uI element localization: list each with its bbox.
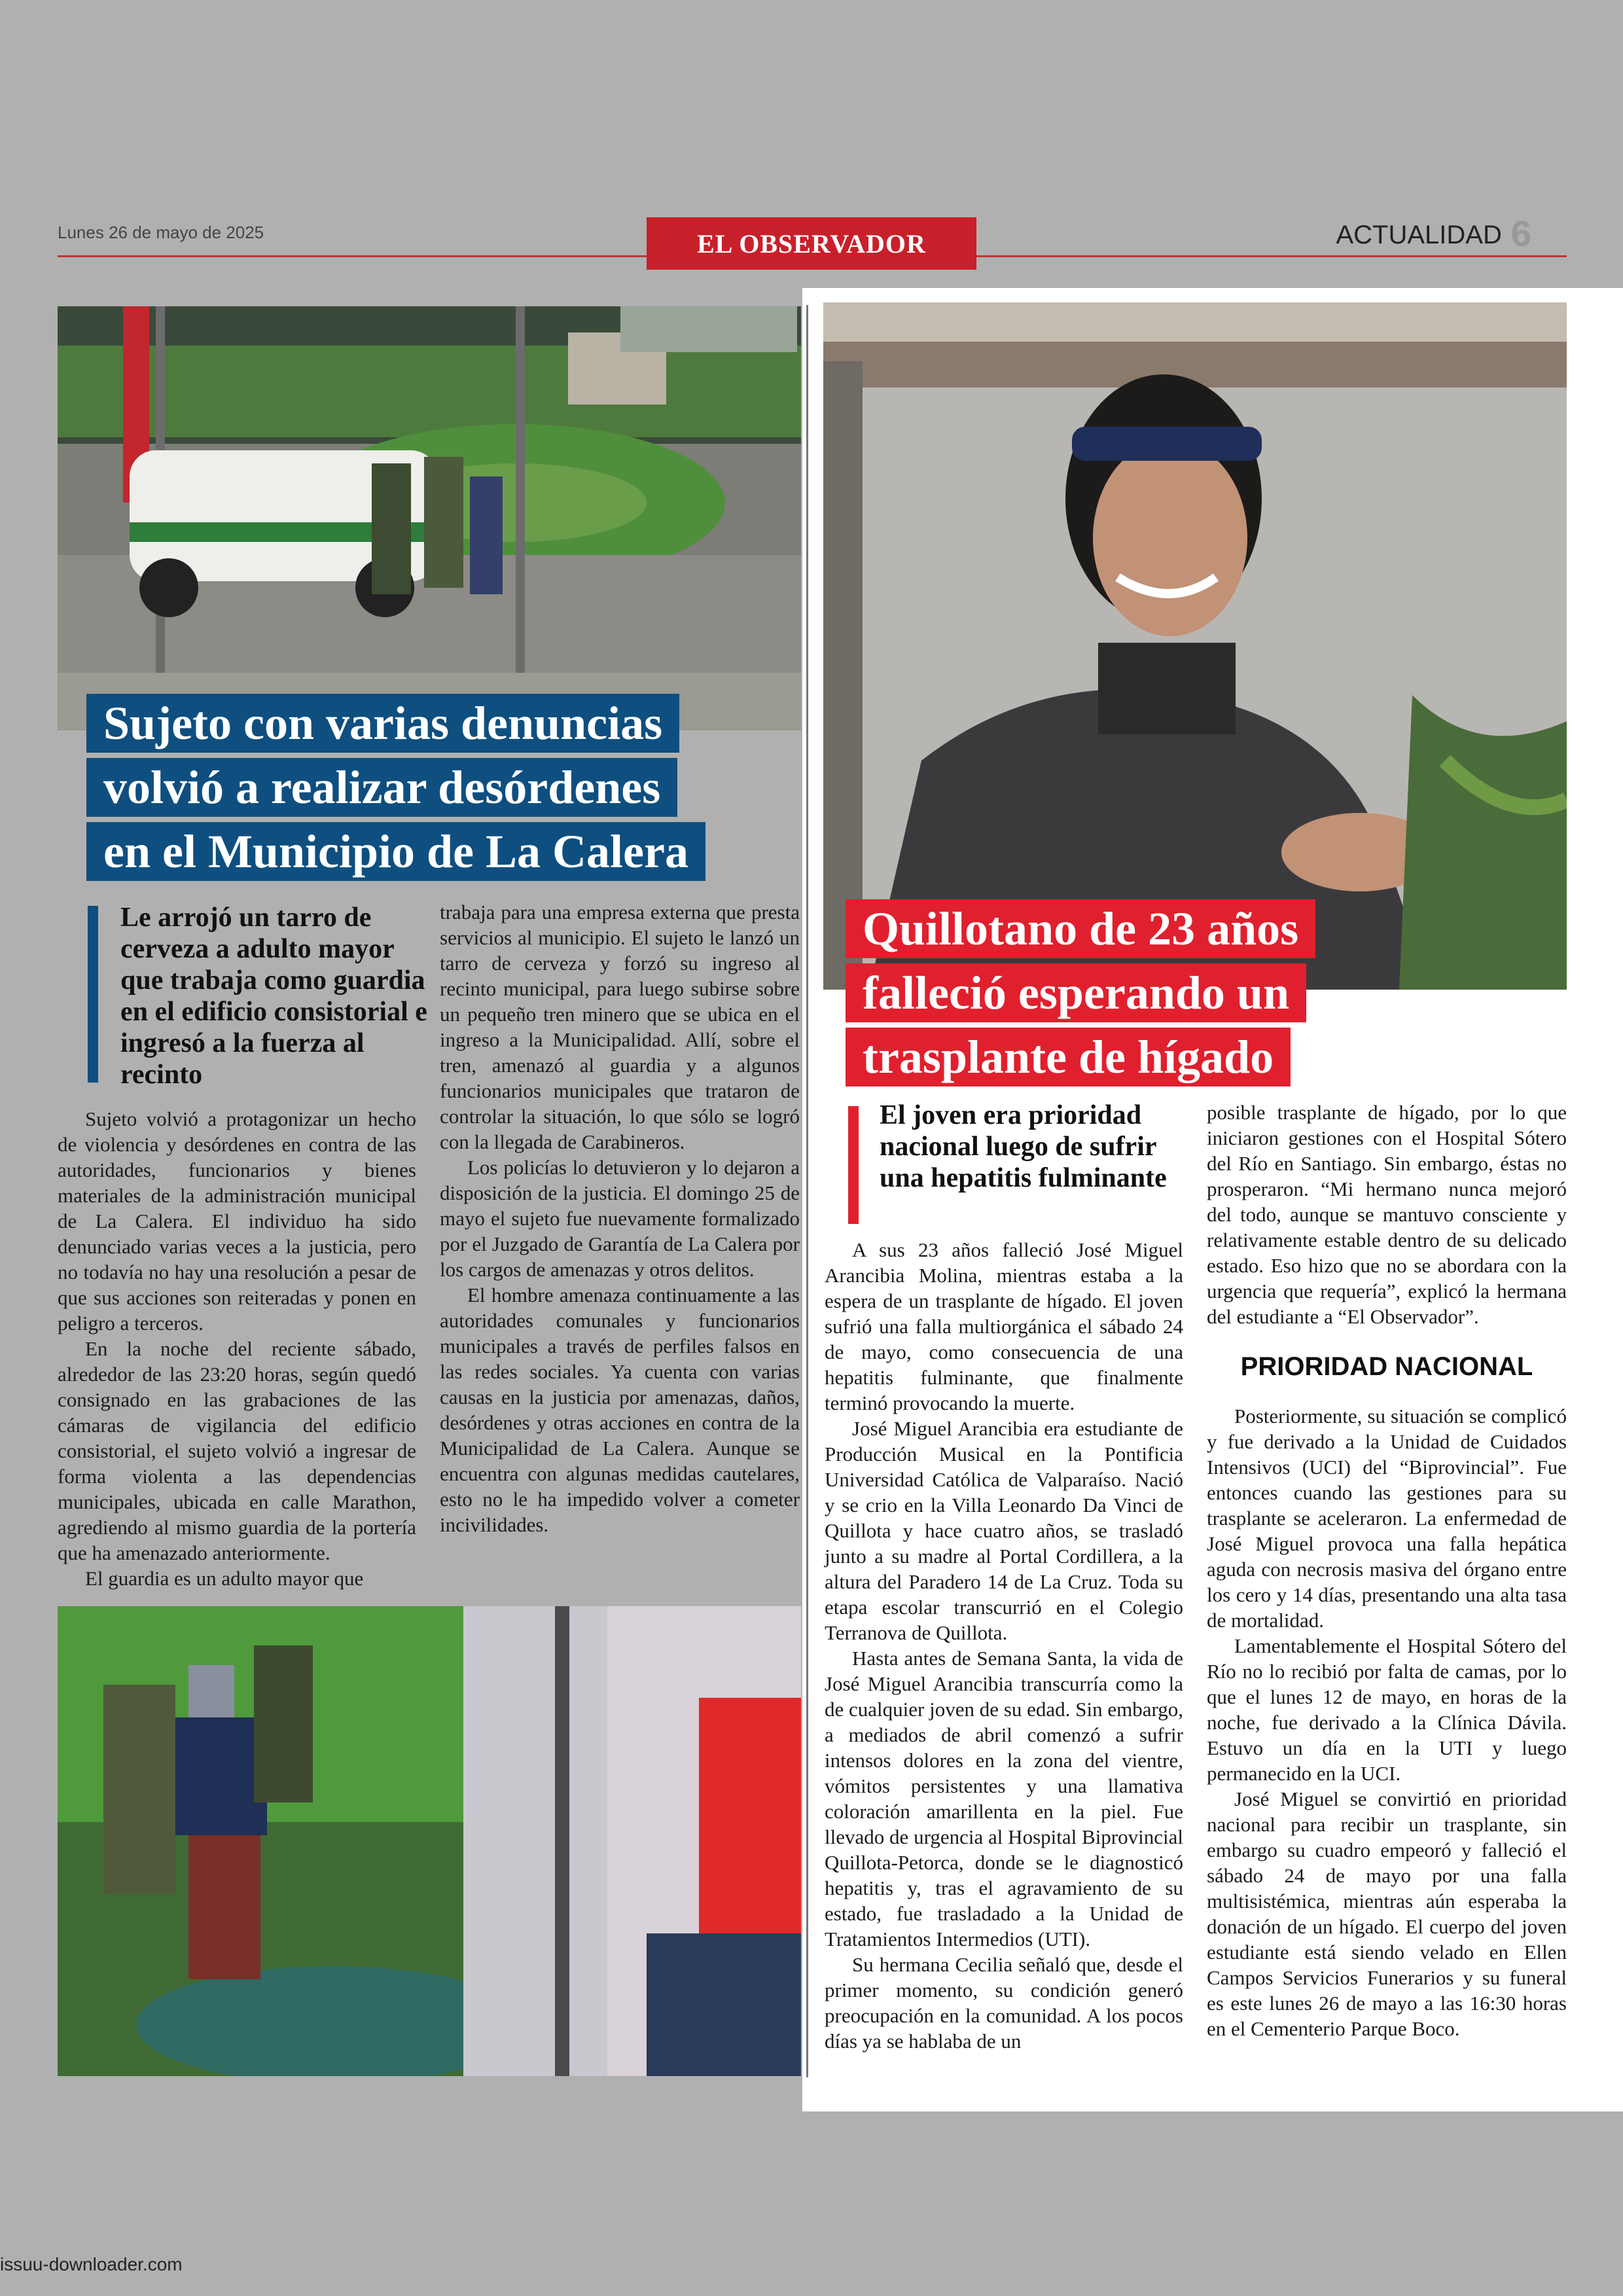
right-headline-line-2: falleció esperando un bbox=[846, 963, 1306, 1022]
right-deck-bar bbox=[848, 1106, 859, 1224]
left-deck: Le arrojó un tarro de cerveza a adulto mayor que trabaja como guardia en el edificio consistorial e ingresó a la fuerza al recinto bbox=[120, 903, 427, 1090]
cctv-photo-detention bbox=[58, 1606, 801, 2076]
right-headline-line-1: Quillotano de 23 años bbox=[846, 899, 1315, 958]
section-name: ACTUALIDAD bbox=[1336, 221, 1502, 249]
watermark: issuu-downloader.com bbox=[0, 2254, 183, 2274]
right-headline-line-3: trasplante de hígado bbox=[846, 1028, 1291, 1086]
right-article-column-2 bbox=[1207, 1100, 1567, 2041]
cctv-photo-patrol-car bbox=[58, 306, 801, 730]
left-headline-line-2: volvió a realizar desórdenes bbox=[86, 758, 677, 817]
right-deck: El joven era prioridad nacional luego de sufrir una hepatitis fulminante bbox=[880, 1100, 1167, 1193]
masthead: EL OBSERVADOR bbox=[647, 217, 976, 270]
paragraph: Posteriormente, su situación se complicó y fue derivado a la Unidad de Cuidados Intensivos (UCI) del “Biprovincial”. Fue entonces cuando las gestiones para su trasplante se aceleraron. La enfermedad de José Miguel provoca una falla hepática aguda con necrosis masiva del órgano entre los cero y 14 días, presentando una alta tasa de mortalidad. bbox=[1207, 1405, 1567, 1632]
paragraph: El guardia es un adulto mayor que bbox=[85, 1567, 364, 1590]
paragraph: Lamentablemente el Hospital Sótero del Río no lo recibió por falta de camas, por lo que el lunes 12 de mayo, en horas de la noche, fue derivado a la Clínica Dávila. Estuvo un día en la UTI y luego permanecido en la UCI. bbox=[1207, 1634, 1567, 1785]
paragraph: posible trasplante de hígado, por lo que iniciaron gestiones con el Hospital Sótero del Río en Santiago. Sin embargo, éstas no prosperaron. “Mi hermano nunca mejoró del todo, aunque se mantuvo consciente y relativamente estable dentro de su delicado estado. Eso hizo que no se abordara con la urgencia que requería”, explicó la hermana del estudiante a “El Observador”. bbox=[1207, 1101, 1567, 1328]
subheading: PRIORIDAD NACIONAL bbox=[1240, 1352, 1533, 1381]
left-article-column-2 bbox=[440, 899, 800, 1537]
issue-date: Lunes 26 de mayo de 2025 bbox=[58, 223, 264, 242]
paragraph: Sujeto volvió a protagonizar un hecho de violencia y desórdenes en contra de las autoridades, funcionarios y bienes materiales de la administración municipal de La Calera. El individuo ha sido denunciado varias veces a la justicia, pero no todavía no hay una resolución a pesar de que sus acciones son reiteradas y ponen en peligro a terceros. bbox=[58, 1107, 416, 1335]
paragraph: José Miguel Arancibia era estudiante de Producción Musical en la Pontificia Universidad Católica de Valparaíso. Nació y se crio en la Villa Leonardo Da Vinci de Quillota y hace cuatro años, se trasladó junto a su madre al Portal Cordillera, a la altura del Paradero 14 de La Cruz. Toda su etapa escolar transcurrió en el Colegio Terranova de Quillota. bbox=[825, 1417, 1183, 1644]
paragraph: Los policías lo detuvieron y lo dejaron a disposición de la justicia. El domingo 25 de mayo el sujeto fue nuevamente formalizado por el Juzgado de Garantía de La Calera por los cargos de amenazas y otros delitos. bbox=[440, 1156, 800, 1281]
column-divider bbox=[806, 305, 808, 2077]
left-article-column-1 bbox=[58, 1106, 416, 1591]
paragraph: Hasta antes de Semana Santa, la vida de José Miguel Arancibia transcurría como la de cualquier joven de su edad. Sin embargo, a mediados de abril comenzó a sufrir intensos dolores en la zona del vientre, vómitos persistentes y una llamativa coloración amarillenta en la piel. Fue llevado de urgencia al Hospital Biprovincial Quillota-Petorca, donde se le diagnosticó hepatitis y, tras el agravamiento de su estado, fue trasladado a la Unidad de Tratamientos Intermedios (UTI). bbox=[825, 1647, 1183, 1950]
left-deck-bar bbox=[88, 906, 98, 1083]
left-headline-line-3: en el Municipio de La Calera bbox=[86, 822, 705, 881]
section-label bbox=[1336, 212, 1531, 255]
paragraph: trabaja para una empresa externa que presta servicios al municipio. El sujeto le lanzó un tarro de cerveza y forzó su ingreso al recinto municipal, para luego subirse sobre un pequeño tren minero que se ubica en el ingreso a la Municipalidad. Allí, sobre el tren, amenazó al guardia y a algunos funcionarios municipales que trataron de controlar la situación, lo que sólo se logró con la llegada de Carabineros. bbox=[440, 901, 800, 1153]
paragraph: José Miguel se convirtió en prioridad nacional para recibir un trasplante, sin embargo su cuadro empeoró y falleció el sábado 24 de mayo por una falla multisistémica, mientras aún esperaba la donación de un hígado. El cuerpo del joven estudiante está siendo velado en Ellen Campos Servicios Funerarios y su funeral es este lunes 26 de mayo a las 16:30 horas en el Cementerio Parque Boco. bbox=[1207, 1787, 1567, 2040]
paragraph: Su hermana Cecilia señaló que, desde el primer momento, su condición generó preocupación en la comunidad. A los pocos días ya se hablaba de un bbox=[825, 1953, 1183, 2053]
page-number: 6 bbox=[1510, 213, 1531, 254]
paragraph: En la noche del reciente sábado, alrededor de las 23:20 horas, según quedó consignado en las grabaciones de las cámaras de vigilancia del edificio consistorial, el sujeto volvió a ingresar de forma violenta a las dependencias municipales, ubicada en calle Marathon, agrediendo al mismo guardia de la portería que ha amenazado anteriormente. bbox=[58, 1337, 416, 1564]
paragraph: El hombre amenaza continuamente a las autoridades comunales y funcionarios municipales a través de perfiles falsos en las redes sociales. Ya cuenta con varias causas en la justicia por amenazas, daños, desórdenes y otras acciones en contra de la Municipalidad de La Calera. Aunque se encuentra con algunas medidas cautelares, esto no le ha impedido volver a cometer incivilidades. bbox=[440, 1283, 800, 1536]
left-headline-line-1: Sujeto con varias denuncias bbox=[86, 694, 679, 753]
paragraph: A sus 23 años falleció José Miguel Arancibia Molina, mientras estaba a la espera de un trasplante de hígado. El joven sufrió una falla multiorgánica el sábado 24 de mayo, como consecuencia de una hepatitis fulminante, que finalmente terminó provocando la muerte. bbox=[825, 1238, 1183, 1414]
right-article-column-1 bbox=[825, 1237, 1183, 2054]
portrait-photo-young-man bbox=[823, 302, 1567, 990]
